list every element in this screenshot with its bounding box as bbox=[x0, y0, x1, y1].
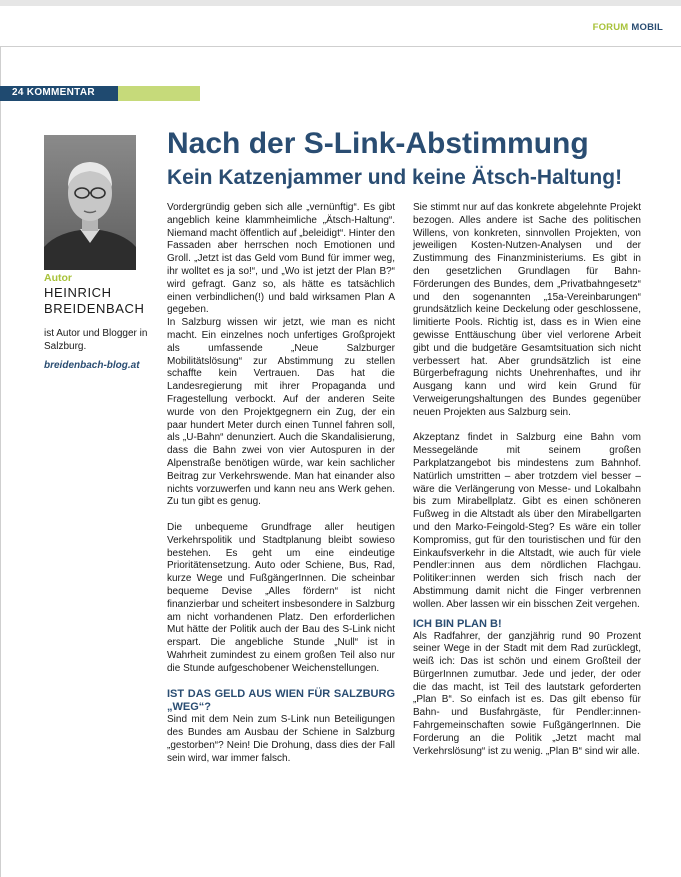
section-label: 24 KOMMENTAR bbox=[12, 87, 95, 98]
paragraph: Sind mit dem Nein zum S-Link nun Beteiligungen des Bundes am Ausbau der Schiene in Salzburg „gestorben“? Nein! Die Drohung, dass dies der Fall sein wird, war immer falsch. bbox=[167, 714, 395, 764]
article-subheadline: Kein Katzenjammer und keine Ätsch-Haltung! bbox=[167, 166, 623, 189]
paragraph: Akzeptanz findet in Salzburg eine Bahn vom Messegelände mit seinem großen Parkplatzangebot bis mindestens zum Bahnhof. Natürlich umstritten – aber trotzdem viel besser – wäre die Verlängerung von Messe- und Lokalbahn bis zum Mirabellplatz. Gibt es einen schöneren Fußweg in die Altstadt als über den Mirabellgarten und den Marko-Feingold-Steg? Es wäre ein toller Kompromiss, gut für den touristischen und für den Einkaufsverkehr in die Altstadt, wie auch für viele Pendler:innen aus dem nördlichen Flachgau. Politiker:innen werden sich frisch nach der Abstimmung damit nicht die Finger verbrennen wollen. Aber lassen wir ein bisschen Zeit vergehen. bbox=[413, 432, 641, 610]
article-column-left bbox=[167, 202, 395, 765]
paragraph: Sie stimmt nur auf das konkrete abgelehnte Projekt bezogen. Alles andere ist Sache des politischen Willens, von konkreten, sinnvollen Projekten, von jeweiligen Kosten-Nutzen-Analysen und der Zustimmung des Finanzministeriums. Es gibt in den gesetzlichen Grundlagen für Bahn-Förderungen des Bundes, dem „Privatbahngesetz“ und den sogenannten „15a-Vereinbarungen“ grundsätzlich keine Deckelung oder geschlossene, limitierte Pools. Richtig ist, dass es in Wien eine gewisse Enttäuschung über viel verlorene Arbeit gibt und die budgetäre Gesamtsituation sich nicht verbessert hat. Aber grundsätzlich ist eine Bürgerbefragung nichts Unehrenhaftes, und ihr Ausgang kann und wird kein Grund für Verweigerungshaltungen des Bundes gegenüber neuen Projekten aus Salzburg sein. bbox=[413, 202, 641, 418]
article-column-right bbox=[413, 202, 641, 758]
author-blog-link[interactable]: breidenbach-blog.at bbox=[44, 360, 140, 371]
section-bar bbox=[0, 86, 200, 101]
article-headline: Nach der S-Link-Abstimmung bbox=[167, 127, 589, 160]
section-heading: ICH BIN PLAN B! bbox=[413, 617, 502, 630]
author-portrait-icon bbox=[44, 135, 136, 270]
author-last-name: BREIDENBACH bbox=[44, 301, 145, 316]
paragraph: In Salzburg wissen wir jetzt, wie man es nicht macht. Ein einzelnes noch unfertiges Großprojekt als umfassende „Neue Salzburger Mobilitätslösung“ zur Abstimmung zu stellen schaffte kein Vertrauen. Das hat die Landesregierung mit ihrer Propaganda und Fragestellung verbockt. Auf der anderen Seite wurde von den Projektgegnern ein Zug, der ein paar hundert Meter durch einen Tunnel fahren soll, als „U-Bahn“ denunziert. Auch die Skandalisierung, dass die Bahn zwei von vier Autospuren in der Alpenstraße benötigen würde, war kein sachlicher Beitrag zur Verkehrswende. Man hat einander also nichts vorzuwerfen und kann neu ans Werk gehen. Zu tun gibt es genug. bbox=[167, 317, 395, 508]
author-first-name: HEINRICH bbox=[44, 285, 112, 300]
paragraph: Die unbequeme Grundfrage aller heutigen Verkehrspolitik und Stadtplanung bleibt sowieso bestehen. Es geht um eine eindeutige Prioritätensetzung. Auto oder Schiene, Bus, Rad, kurze Wege und FußgängerInnen. Die scheinbar bequeme Devise „Alles fördern“ ist nicht finanzierbar und scheitert insbesondere in Salzburg am nicht vorhandenen Platz. Den erforderlichen Mut hätte der Politik auch der Bau des S-Link nicht erspart. Die angebliche Stunde „Null“ ist in Wahrheit zumindest zu einem großen Teil also nur die Stunde aufgeschobener Weichenstellungen. bbox=[167, 521, 395, 674]
author-role: Autor bbox=[44, 272, 72, 284]
author-name bbox=[44, 285, 145, 317]
author-photo bbox=[44, 135, 136, 270]
paragraph: Vordergründig geben sich alle „vernünftig“. Es gibt angeblich keine klammheimliche „Ätsch-Haltung“. Niemand macht öffentlich auf „beleidigt“. Hinter den Fassaden aber herrschen noch Emotionen und Groll. „Jetzt ist das Geld vom Bund für immer weg, ihr wolltet es ja so!“, und „Wo ist jetzt der Plan B?“ wird gefragt. Ganz so, als hätte es tatsächlich einen verbindlichen(!) und bald wirksamen Plan A gegeben. bbox=[167, 202, 395, 316]
header-forum: FORUM bbox=[592, 22, 629, 33]
paragraph: Als Radfahrer, der ganzjährig rund 90 Prozent seiner Wege in der Stadt mit dem Rad zurücklegt, weiß ich: Das ist schön und einem Großteil der BürgerInnen zumutbar. Jede und jeder, der oder die das macht, ist Teil des lautstark geforderten „Plan B“. So einfach ist es. Das gilt ebenso für Bahn- und Busfahrgäste, für Pendler:innen-Fahrgemeinschaften sowie FußgängerInnen. Die Forderung an die Politik „Jetzt macht mal Verkehrslösung“ ist zu wenig. „Plan B“ sind wir alle. bbox=[413, 630, 641, 757]
magazine-section-label bbox=[593, 22, 663, 33]
section-heading: IST DAS GELD AUS WIEN FÜR SALZBURG „WEG“? bbox=[167, 688, 395, 714]
header-strip bbox=[0, 6, 681, 47]
author-bio: ist Autor und Blogger in Salzburg. bbox=[44, 328, 148, 352]
header-mobil: MOBIL bbox=[631, 22, 663, 33]
